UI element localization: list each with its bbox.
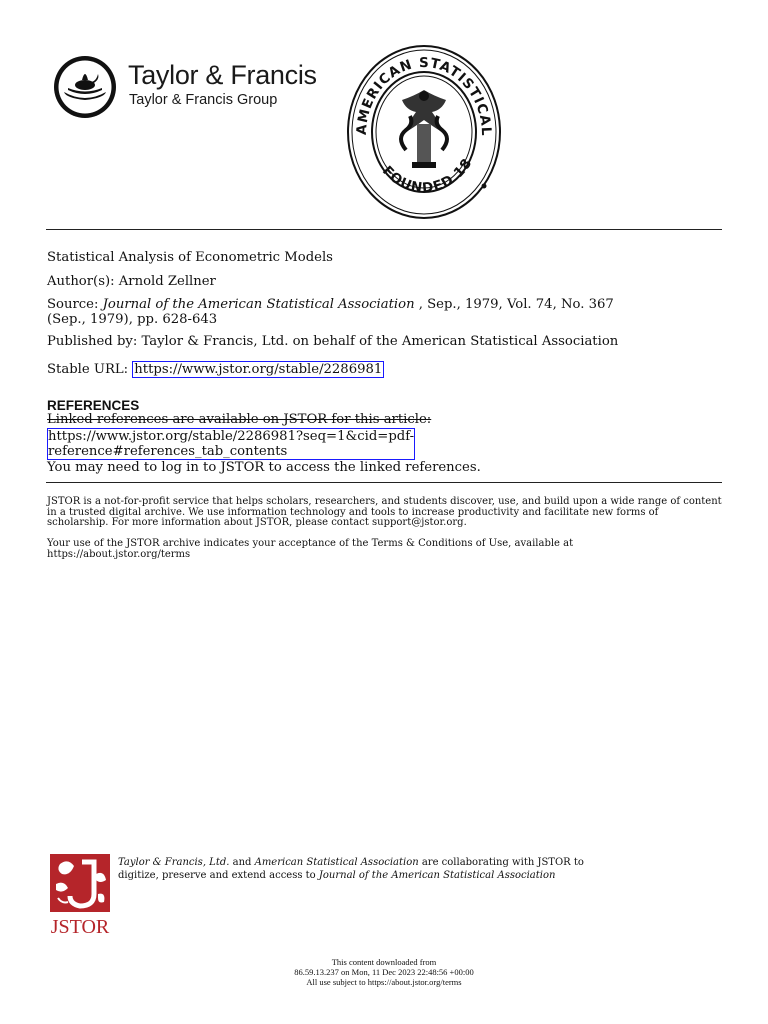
footer-line-1: This content downloaded from [331,957,437,967]
header-divider [46,229,722,230]
collab-prefix: digitize, preserve and extend access to [118,870,319,881]
publisher-name: Taylor & Francis [128,60,317,90]
collaboration-line-1 [118,856,584,869]
notice-divider [46,482,722,483]
source-details: , Sep., 1979, Vol. 74, No. 367 [414,297,614,312]
jstor-wordmark: JSTOR [50,916,110,936]
collaboration-line-2 [118,869,584,882]
article-title: Statistical Analysis of Econometric Models [47,250,333,265]
collab-rest: are collaborating with JSTOR to [418,857,584,868]
source-journal: Journal of the American Statistical Association [102,297,415,312]
jstor-about-text: JSTOR is a not-for-profit service that helps scholars, researchers, and students discover, use, and build upon a wide range of content in a trusted digital archive. We use information technology and tools to increase productivity and facilitate new forms of scholarship. For more information about JSTOR, please contact support@jstor.org. [47,496,722,528]
seal-text-top: AMERICAN STATISTICAL [353,54,495,137]
jstor-logo [48,854,118,936]
lamp-emblem-icon [52,54,118,120]
published-by: Published by: Taylor & Francis, Ltd. on behalf of the American Statistical Association [47,334,619,349]
references-link[interactable] [47,428,415,460]
footer-line-2: 86.59.13.237 on Mon, 11 Dec 2023 22:48:56 +00:00 [294,967,474,977]
references-link-line-2[interactable]: reference#references_tab_contents [48,444,288,459]
publisher-group: Taylor & Francis Group [129,92,278,108]
asa-seal-icon [344,40,504,220]
stable-url-label: Stable URL: [47,362,133,377]
source-label: Source: [47,297,103,312]
jstor-emblem-icon [48,854,114,936]
stable-url-link[interactable]: https://www.jstor.org/stable/2286981 [134,362,383,377]
references-login-note: You may need to log in to JSTOR to access the linked references. [47,460,481,475]
collab-journal: Journal of the American Statistical Association [318,870,556,881]
taylor-francis-logo [52,52,342,122]
collab-society: American Statistical Association [254,857,419,868]
author-line: Author(s): Arnold Zellner [47,274,216,289]
references-body [47,412,481,476]
stable-url-line [47,361,384,378]
collaboration-note [118,856,584,882]
references-heading: REFERENCES [47,398,140,413]
terms-line-1: Your use of the JSTOR archive indicates your acceptance of the Terms & Conditions of Use, available at [47,538,574,549]
seal-text-bottom: FOUNDED 18 [378,155,476,197]
asa-seal-logo [344,40,504,220]
download-footer [0,957,768,987]
references-intro: Linked references are available on JSTOR for this article: [47,412,432,427]
source-line-2: (Sep., 1979), pp. 628-643 [47,312,218,327]
references-link-line-1[interactable]: https://www.jstor.org/stable/2286981?seq=1&cid=pdf- [48,429,415,444]
collab-publisher: Taylor & Francis, Ltd. [118,857,230,868]
terms-url[interactable]: https://about.jstor.org/terms [47,548,191,560]
terms-notice [47,539,723,560]
collab-and: and [229,857,255,868]
footer-line-3: All use subject to https://about.jstor.org/terms [306,977,462,987]
